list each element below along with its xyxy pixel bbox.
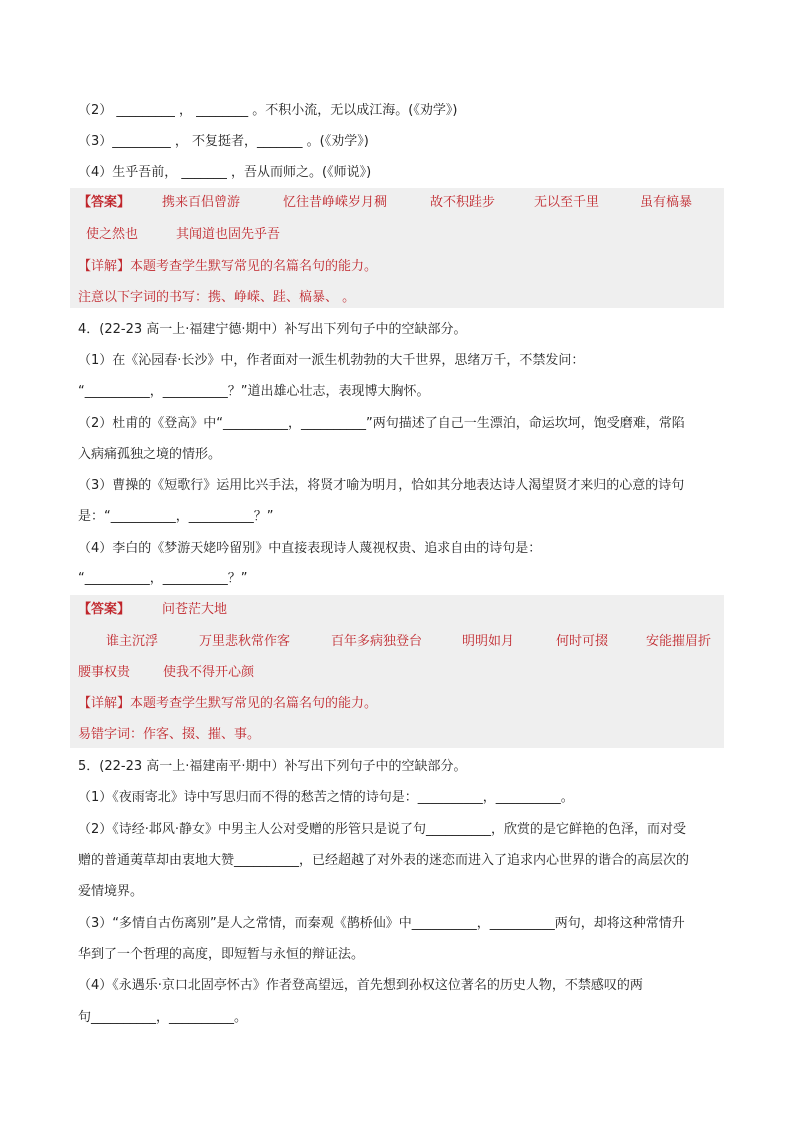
q4-answer-3: 万里悲秋常作客	[199, 634, 291, 649]
q4-answer-2: 谁主沉浮	[106, 634, 159, 649]
q3-answer-6: 使之然也	[86, 227, 139, 242]
q5-line-3: 赠的普通荑草却由衷地大赞__________，已经超越了对外表的迷恋而进入了追求内心世界的谐合的高层次的	[78, 853, 690, 868]
q4-line-2: “__________，__________？”道出雄心壮志，表现博大胸怀。	[78, 384, 430, 399]
q5-line-4: 爱情境界。	[78, 884, 144, 899]
q4-answer-4: 百年多病独登台	[331, 634, 423, 649]
q5-line-6: 华到了一个哲理的高度，即短暂与永恒的辩证法。	[78, 947, 365, 962]
q4-note: 易错字词：作客、掇、摧、事。	[78, 727, 261, 742]
q4-answer-6: 何时可掇	[556, 634, 609, 649]
q3-detail: 【详解】本题考查学生默写常见的名篇名句的能力。	[78, 259, 378, 274]
q4-line-7: （4）李白的《梦游天姥吟留别》中直接表现诗人蔑视权贵、追求自由的诗句是：	[78, 541, 542, 556]
q3-answer-7: 其闻道也固先乎吾	[176, 227, 281, 242]
q5-line-2: （2）《诗经·邶风·静女》中男主人公对受赠的彤管只是说了句__________，欣赏的是它鲜艳的色泽，而对受	[78, 822, 687, 837]
q3-answer-label: 【答案】	[78, 195, 131, 210]
q3-answer-3: 故不积跬步	[430, 195, 496, 210]
q5-heading: 5．(22-23 高一上·福建南平·期中）补写出下列句子中的空缺部分。	[78, 759, 467, 774]
q4-line-3: （2）杜甫的《登高》中“__________，__________”两句描述了自己一生漂泊，命运坎坷，饱受磨难，常陷	[78, 416, 685, 431]
q5-line-8: 句__________，__________。	[78, 1010, 248, 1025]
q4-answer-9: 使我不得开心颜	[163, 665, 255, 680]
q4-line-6: 是：“__________，__________？”	[78, 509, 274, 524]
q3-item-2: （2） _________ ， ________ 。不积小流，无以成江海。(《劝学》)	[78, 103, 458, 118]
q4-line-4: 入病痛孤独之境的情形。	[78, 447, 222, 462]
q5-line-1: （1）《夜雨寄北》诗中写思归而不得的愁苦之情的诗句是：__________，__________。	[78, 790, 574, 805]
q4-line-5: （3）曹操的《短歌行》运用比兴手法，将贤才喻为明月，恰如其分地表达诗人渴望贤才来归的心意的诗句	[78, 478, 685, 493]
q3-answer-5: 虽有槁暴	[640, 195, 693, 210]
q4-line-1: （1）在《沁园春·长沙》中，作者面对一派生机勃勃的大千世界，思绪万千，不禁发问：	[78, 353, 585, 368]
q4-heading: 4．(22-23 高一上·福建宁德·期中）补写出下列句子中的空缺部分。	[78, 322, 467, 337]
q3-answer-4: 无以至千里	[534, 195, 600, 210]
q3-item-3: （3）_________ ， 不复挺者，_______ 。(《劝学》)	[78, 134, 369, 149]
q3-item-4: （4）生乎吾前， _______ ，吾从而师之。(《师说》)	[78, 165, 372, 180]
q4-answer-7: 安能摧眉折	[646, 634, 712, 649]
q5-line-5: （3）“多情自古伤离别”是人之常情，而秦观《鹊桥仙》中__________，__________两句，却将这种常情升	[78, 916, 685, 931]
q4-answer-label: 【答案】	[78, 602, 131, 617]
q4-detail: 【详解】本题考查学生默写常见的名篇名句的能力。	[78, 696, 378, 711]
q4-answer-1: 问苍茫大地	[162, 602, 228, 617]
q3-answer-1: 携来百侣曾游	[162, 195, 241, 210]
q3-note: 注意以下字词的书写：携、峥嵘、跬、槁暴、 。	[78, 290, 356, 305]
q4-line-8: “__________，__________？”	[78, 571, 248, 586]
q4-answer-8: 腰事权贵	[78, 665, 131, 680]
q4-answer-5: 明明如月	[462, 634, 515, 649]
q5-line-7: （4）《永遇乐·京口北固亭怀古》作者登高望远，首先想到孙权这位著名的历史人物，不禁感叹的两	[78, 978, 643, 993]
q3-answer-2: 忆往昔峥嵘岁月稠	[283, 195, 388, 210]
